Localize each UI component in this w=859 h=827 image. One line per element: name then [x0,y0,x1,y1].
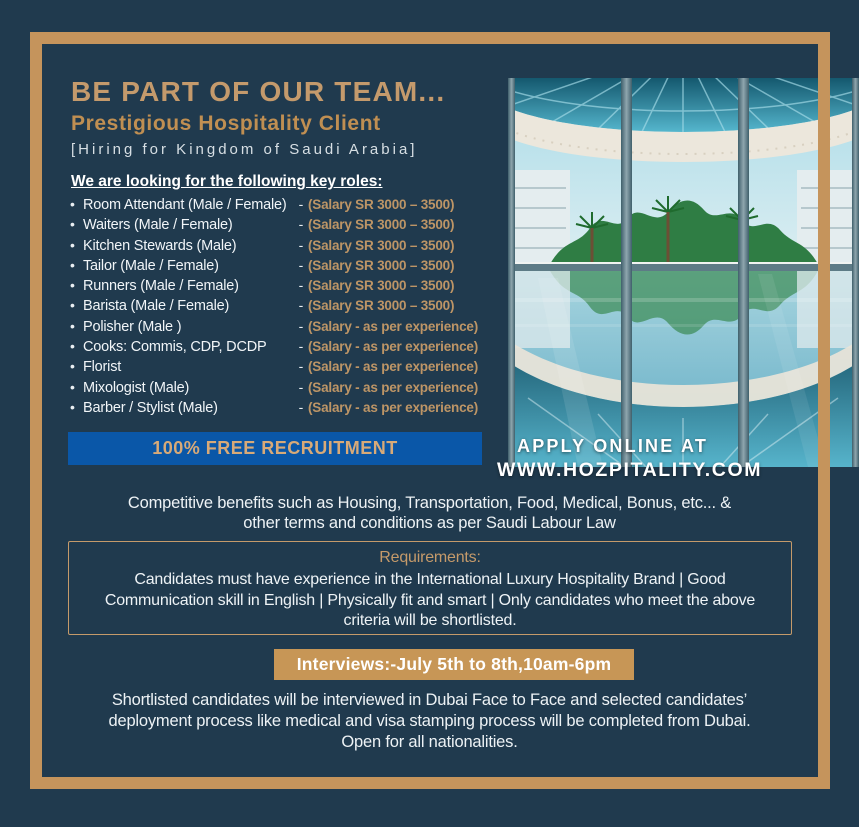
role-salary: (Salary - as per experience) [308,379,478,395]
footer-line: deployment process like medical and visa stamping process will be completed from Dubai. [108,712,751,730]
role-row [70,216,500,236]
website-url[interactable]: WWW.HOZPITALITY.COM [497,459,763,481]
hiring-location-line: [Hiring for Kingdom of Saudi Arabia] [71,141,418,158]
role-name: Polisher (Male ) [83,318,182,335]
role-salary: (Salary SR 3000 – 3500) [308,217,455,233]
bullet-icon: • [70,358,75,375]
bullet-icon: • [70,236,75,253]
role-name: Mixologist (Male) [83,379,190,396]
role-dash: - [298,256,304,273]
requirements-heading: Requirements: [379,549,481,566]
role-name: Tailor (Male / Female) [83,257,219,274]
requirements-line: Communication skill in English | Physically fit and smart | Only candidates who meet the above [104,591,756,609]
requirements-line: Candidates must have experience in the International Luxury Hospitality Brand | Good [134,571,726,588]
poster-subtitle: Prestigious Hospitality Client [71,112,381,135]
role-name: Barista (Male / Female) [83,298,230,315]
page-title: BE PART OF OUR TEAM... [71,76,446,107]
bullet-icon: • [70,338,75,355]
bullet-icon: • [70,297,75,314]
role-dash: - [298,216,304,233]
benefits-line: Competitive benefits such as Housing, Transportation, Food, Medical, Bonus, etc... & [127,494,732,512]
role-salary: (Salary SR 3000 – 3500) [308,257,455,273]
benefits-text [0,493,859,533]
free-recruitment-banner: 100% FREE RECRUITMENT [68,432,482,465]
requirements-line: criteria will be shortlisted. [343,612,517,629]
bullet-icon: • [70,196,75,212]
role-dash: - [298,338,304,355]
role-row [70,399,500,419]
role-dash: - [298,378,304,395]
role-name: Cooks: Commis, CDP, DCDP [83,339,267,356]
role-name: Runners (Male / Female) [83,278,239,295]
role-row [70,257,500,277]
role-dash: - [298,317,304,334]
requirements-body [69,570,791,632]
role-name: Room Attendant (Male / Female) [83,197,287,213]
role-row [70,379,500,399]
role-row [70,297,500,317]
role-salary: (Salary SR 3000 – 3500) [308,237,455,253]
role-row [70,196,500,216]
role-row [70,277,500,297]
roles-heading: We are looking for the following key roles: [71,173,383,190]
role-salary: (Salary - as per experience) [308,318,478,334]
role-name: Waiters (Male / Female) [83,217,233,234]
role-dash: - [298,236,304,253]
role-row [70,338,500,358]
role-row [70,358,500,378]
role-salary: (Salary - as per experience) [308,339,478,355]
role-salary: (Salary - as per experience) [308,399,478,415]
footer-note [0,690,859,753]
bullet-icon: • [70,378,75,395]
requirements-box [68,541,792,635]
role-dash: - [298,398,304,415]
roles-list [70,196,500,419]
hotel-photo [508,78,859,467]
bullet-icon: • [70,277,75,294]
bullet-icon: • [70,317,75,334]
role-salary: (Salary SR 3000 – 3500) [308,298,455,314]
interviews-banner: Interviews:-July 5th to 8th,10am-6pm [274,649,634,680]
role-name: Kitchen Stewards (Male) [83,237,237,254]
role-name: Florist [83,359,122,376]
role-dash: - [298,358,304,375]
apply-online-label: APPLY ONLINE AT [517,436,709,456]
role-dash: - [298,196,304,212]
role-row [70,237,500,257]
role-row [70,318,500,338]
role-salary: (Salary SR 3000 – 3500) [308,197,455,212]
bullet-icon: • [70,398,75,415]
benefits-line: other terms and conditions as per Saudi Labour Law [243,514,616,532]
bullet-icon: • [70,216,75,233]
bullet-icon: • [70,256,75,273]
role-dash: - [298,277,304,294]
footer-line: Open for all nationalities. [341,733,518,751]
role-dash: - [298,297,304,314]
footer-line: Shortlisted candidates will be interviewed in Dubai Face to Face and selected candidates’ [111,691,748,709]
role-salary: (Salary - as per experience) [308,359,478,375]
role-name: Barber / Stylist (Male) [83,399,218,416]
role-salary: (Salary SR 3000 – 3500) [308,278,455,294]
